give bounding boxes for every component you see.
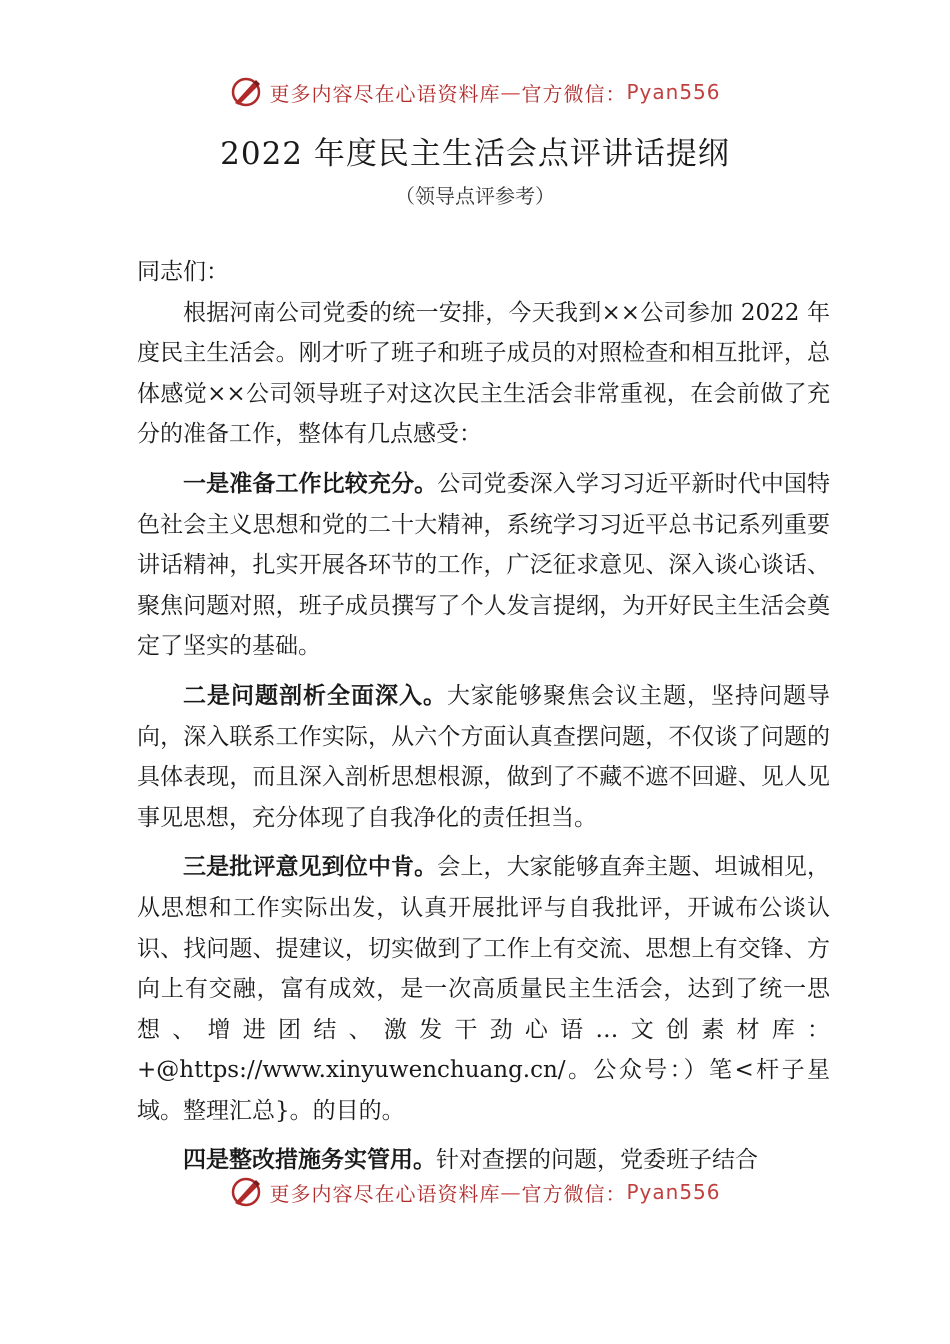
point-text: 公司党委深入学习习近平新时代中国特色社会主义思想和党的二十大精神，系统学习习近平总书记系列重要讲话精神，扎实开展各环节的工作，广泛征求意见、深入谈心谈话、聚焦问题对照，班子成员撰写了个人发言提纲，为开好民主生活会奠定了坚实的基础。 <box>137 470 831 660</box>
salutation: 同志们： <box>137 259 229 285</box>
watermark-wechat-id: Pyan556 <box>626 1180 721 1204</box>
document-title: 2022 年度民主生活会点评讲话提纲 <box>220 136 730 172</box>
watermark-text: 更多内容尽在心语资料库 <box>269 81 501 106</box>
watermark-wechat-label: 官方微信： <box>521 1181 627 1206</box>
point-text: 针对查摆的问题，党委班子结合 <box>436 1147 758 1174</box>
point-paragraph-1 <box>137 464 830 667</box>
watermark-separator: — <box>500 80 522 104</box>
watermark-wechat-label: 官方微信： <box>521 81 627 106</box>
point-text: 大家能够聚焦会议主题，坚持问题导向，深入联系工作实际，从六个方面认真查摆问题，不仅谈了问题的具体表现，而且深入剖析思想根源，做到了不藏不遮不回避、见人见事见思想，充分体现了自我净化的责任担当。 <box>137 682 830 831</box>
watermark-separator: — <box>500 1180 522 1204</box>
watermark-wechat-id: Pyan556 <box>626 80 721 104</box>
watermark-banner-bottom <box>0 1172 950 1212</box>
intro-paragraph: 根据河南公司党委的统一安排，今天我到××公司参加 2022 年度民主生活会。刚才听了班子和班子成员的对照检查和相互批评，总体感觉××公司领导班子对这次民主生活会非常重视，在会前做了充分的准备工作，整体有几点感受： <box>137 299 830 448</box>
pen-logo-icon <box>229 75 263 109</box>
point-text: 会上，大家能够直奔主题、坦诚相见，从思想和工作实际出发，认真开展批评与自我批评，开诚布公谈认识、找问题、提建议，切实做到了工作上有交流、思想上有交锋、方向上有交融，富有成效，是一次高质量民主生活会，达到了统一思想、增进团结、激发干劲心语…文创素材库：+@https://www.xinyuwenchuang.cn/。公众号：）笔<杆子星域。整理汇总}。的目的。 <box>137 854 831 1124</box>
watermark-text: 更多内容尽在心语资料库 <box>269 1181 501 1206</box>
point-lead: 四是整改措施务实管用。 <box>183 1147 436 1174</box>
point-paragraph-2 <box>137 676 830 838</box>
document-subtitle: （领导点评参考） <box>395 184 555 208</box>
pen-logo-icon <box>229 1175 263 1209</box>
point-paragraph-3 <box>137 847 830 1131</box>
document-body <box>137 252 830 1181</box>
point-lead: 一是准备工作比较充分。 <box>183 470 438 497</box>
point-lead: 三是批评意见到位中肯。 <box>183 854 438 881</box>
point-lead: 二是问题剖析全面深入。 <box>183 682 447 709</box>
watermark-banner-top <box>0 72 950 112</box>
